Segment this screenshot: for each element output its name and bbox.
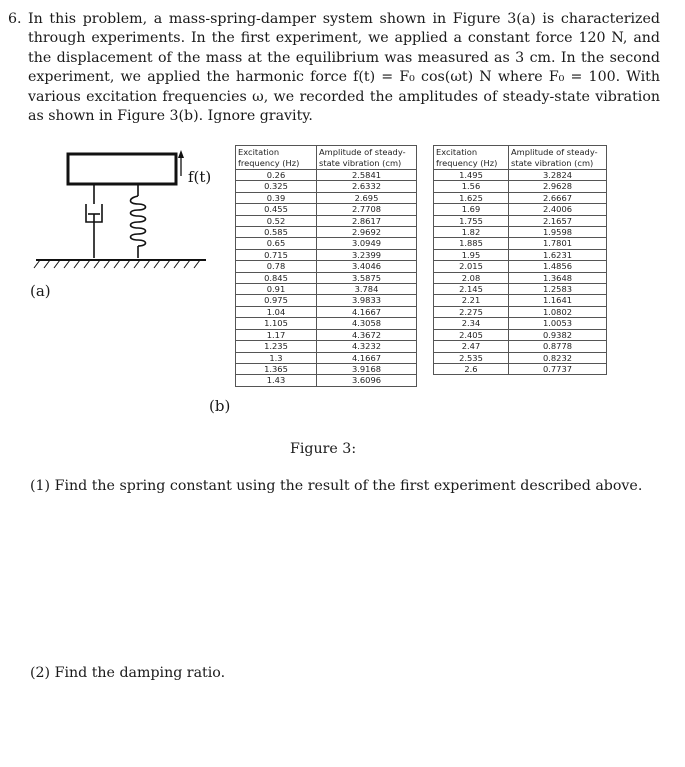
table-row (434, 261, 607, 272)
frequency-cell: 0.975 (236, 295, 317, 306)
damper (86, 184, 102, 258)
table-row (434, 238, 607, 249)
amplitude-cell: 3.0949 (317, 238, 417, 249)
amplitude-cell: 1.3648 (509, 272, 607, 283)
table-row (434, 249, 607, 260)
frequency-cell: 0.26 (236, 170, 317, 181)
table-row (236, 261, 417, 272)
amplitude-cell: 2.695 (317, 192, 417, 203)
table-row (236, 238, 417, 249)
frequency-cell: 1.625 (434, 192, 509, 203)
frequency-cell: 1.95 (434, 249, 509, 260)
frequency-cell: 0.39 (236, 192, 317, 203)
table-row (236, 227, 417, 238)
table-row (434, 295, 607, 306)
table-row (236, 284, 417, 295)
amplitude-cell: 4.3232 (317, 341, 417, 352)
amplitude-cell: 3.6096 (317, 375, 417, 386)
table-row (236, 181, 417, 192)
amplitude-cell: 4.1667 (317, 352, 417, 363)
table-row (434, 341, 607, 352)
table-row (236, 170, 417, 181)
frequency-cell: 1.82 (434, 227, 509, 238)
table-row (434, 215, 607, 226)
force-arrow-head (178, 150, 184, 158)
header-frequency: Excitation frequency (Hz) (236, 146, 317, 170)
frequency-cell: 1.495 (434, 170, 509, 181)
frequency-cell: 1.235 (236, 341, 317, 352)
amplitude-cell: 3.9833 (317, 295, 417, 306)
frequency-cell: 1.365 (236, 363, 317, 374)
table-row (434, 363, 607, 374)
header-amplitude: Amplitude of steady-state vibration (cm) (317, 146, 417, 170)
frequency-cell: 2.6 (434, 363, 509, 374)
table-row (434, 352, 607, 363)
frequency-cell: 1.56 (434, 181, 509, 192)
table-row (434, 192, 607, 203)
table-row (236, 329, 417, 340)
table-row (434, 329, 607, 340)
amplitude-cell: 2.8617 (317, 215, 417, 226)
amplitude-cell: 0.7737 (509, 363, 607, 374)
frequency-amplitude-table-1 (235, 145, 417, 387)
table-row (434, 272, 607, 283)
header-frequency: Excitation frequency (Hz) (434, 146, 509, 170)
mass-spring-damper-diagram (28, 148, 218, 308)
frequency-cell: 1.105 (236, 318, 317, 329)
spring (131, 184, 146, 258)
amplitude-cell: 2.4006 (509, 204, 607, 215)
table-row (236, 318, 417, 329)
table-row (236, 204, 417, 215)
amplitude-cell: 0.8232 (509, 352, 607, 363)
table-row (434, 227, 607, 238)
frequency-cell: 0.455 (236, 204, 317, 215)
figure-label-b: (b) (209, 397, 231, 415)
frequency-cell: 0.715 (236, 249, 317, 260)
frequency-cell: 1.3 (236, 352, 317, 363)
table-row (236, 341, 417, 352)
amplitude-cell: 0.9382 (509, 329, 607, 340)
question-1: (1) Find the spring constant using the result of the first experiment described above. (30, 478, 643, 494)
frequency-cell: 0.585 (236, 227, 317, 238)
amplitude-cell: 1.0053 (509, 318, 607, 329)
table-row (236, 352, 417, 363)
figure-label-a: (a) (30, 282, 51, 300)
question-2: (2) Find the damping ratio. (30, 665, 226, 681)
frequency-cell: 2.08 (434, 272, 509, 283)
table-row (236, 295, 417, 306)
table-row (236, 363, 417, 374)
table-row (434, 318, 607, 329)
frequency-cell: 1.69 (434, 204, 509, 215)
frequency-cell: 0.845 (236, 272, 317, 283)
frequency-cell: 0.52 (236, 215, 317, 226)
table-row (434, 170, 607, 181)
table-row (434, 204, 607, 215)
amplitude-cell: 2.1657 (509, 215, 607, 226)
frequency-cell: 2.34 (434, 318, 509, 329)
frequency-cell: 1.755 (434, 215, 509, 226)
amplitude-cell: 3.5875 (317, 272, 417, 283)
table-row (236, 249, 417, 260)
frequency-cell: 2.015 (434, 261, 509, 272)
amplitude-cell: 1.7801 (509, 238, 607, 249)
frequency-cell: 0.91 (236, 284, 317, 295)
table-row (236, 306, 417, 317)
force-label: f(t) (188, 168, 212, 186)
amplitude-cell: 1.4856 (509, 261, 607, 272)
frequency-amplitude-table-2 (433, 145, 607, 375)
amplitude-cell: 4.1667 (317, 306, 417, 317)
frequency-cell: 2.535 (434, 352, 509, 363)
amplitude-cell: 2.6332 (317, 181, 417, 192)
problem-number: 6. (8, 11, 22, 27)
frequency-cell: 2.275 (434, 306, 509, 317)
frequency-cell: 1.885 (434, 238, 509, 249)
amplitude-cell: 2.9692 (317, 227, 417, 238)
table-row (434, 181, 607, 192)
frequency-cell: 1.04 (236, 306, 317, 317)
table-row (236, 192, 417, 203)
amplitude-cell: 1.6231 (509, 249, 607, 260)
table-row (236, 375, 417, 386)
amplitude-cell: 3.4046 (317, 261, 417, 272)
frequency-cell: 1.17 (236, 329, 317, 340)
amplitude-cell: 0.8778 (509, 341, 607, 352)
table-row (236, 215, 417, 226)
frequency-cell: 2.21 (434, 295, 509, 306)
amplitude-cell: 1.9598 (509, 227, 607, 238)
frequency-cell: 2.405 (434, 329, 509, 340)
problem-text: In this problem, a mass-spring-damper system shown in Figure 3(a) is characterized through experiments. In the first experiment, we applied a constant force 120 N, and the displacement of the mass at the equilibrium was measured as 3 cm. In the second experiment, we applied the harmonic force f(t) = F₀ cos(ωt) N where F₀ = 100. With various excitation frequencies ω, we recorded the amplitudes of steady-state vibration as shown in Figure 3(b). Ignore gravity. (28, 11, 660, 125)
amplitude-cell: 4.3672 (317, 329, 417, 340)
amplitude-cell: 1.2583 (509, 284, 607, 295)
mass-block (68, 154, 176, 184)
amplitude-cell: 2.9628 (509, 181, 607, 192)
frequency-cell: 0.325 (236, 181, 317, 192)
figure-caption: Figure 3: (290, 441, 357, 457)
amplitude-cell: 2.7708 (317, 204, 417, 215)
table-row (434, 284, 607, 295)
ground-hatch (34, 260, 200, 268)
amplitude-cell: 3.2399 (317, 249, 417, 260)
frequency-cell: 1.43 (236, 375, 317, 386)
amplitude-cell: 2.6667 (509, 192, 607, 203)
amplitude-cell: 3.784 (317, 284, 417, 295)
frequency-cell: 0.78 (236, 261, 317, 272)
amplitude-cell: 3.9168 (317, 363, 417, 374)
amplitude-cell: 4.3058 (317, 318, 417, 329)
frequency-cell: 2.47 (434, 341, 509, 352)
amplitude-cell: 1.1641 (509, 295, 607, 306)
table-row (236, 272, 417, 283)
amplitude-cell: 3.2824 (509, 170, 607, 181)
amplitude-cell: 1.0802 (509, 306, 607, 317)
amplitude-cell: 2.5841 (317, 170, 417, 181)
header-amplitude: Amplitude of steady-state vibration (cm) (509, 146, 607, 170)
frequency-cell: 2.145 (434, 284, 509, 295)
problem-statement (8, 10, 660, 126)
frequency-cell: 0.65 (236, 238, 317, 249)
table-row (434, 306, 607, 317)
